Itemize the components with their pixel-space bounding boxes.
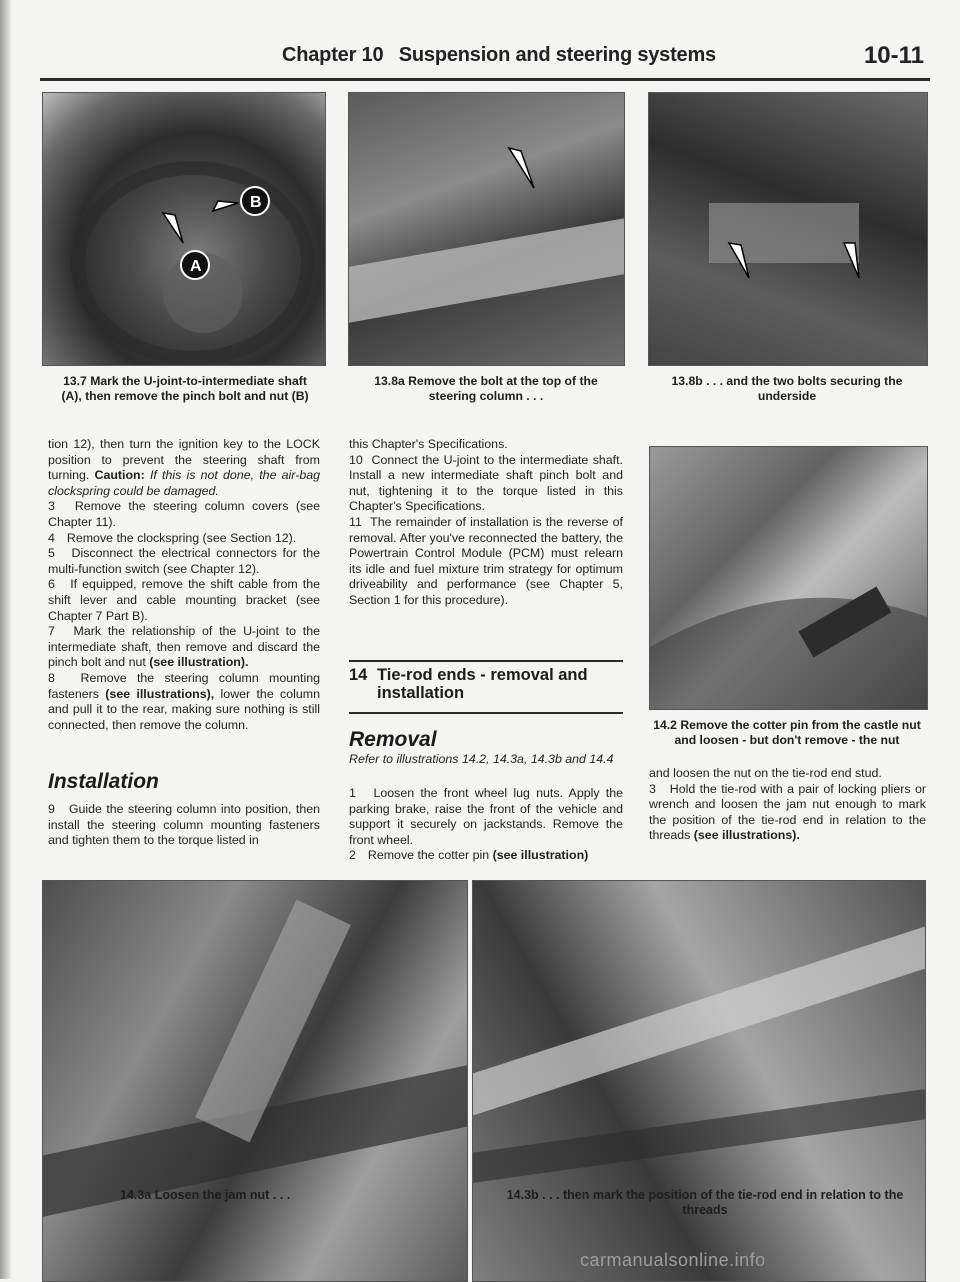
caption-14-3a: 14.3a Loosen the jam nut . . . <box>120 1188 291 1202</box>
column-2-lower <box>349 786 623 864</box>
step-10: 10 Connect the U-joint to the intermediate shaft. Install a new intermediate shaft pinch bolt and nut, tightening it to the torque listed in this Chapter's Specifications. <box>349 452 623 514</box>
para-col1-continued: tion 12), then turn the ignition key to the LOCK position to prevent the steering shaft from turning. Caution: If this is not done, the air-bag clockspring could be damaged. <box>48 437 320 498</box>
page-number: 10-11 <box>863 42 924 69</box>
photo-14-3a-detail <box>43 881 467 1281</box>
caption-14-2: 14.2 Remove the cotter pin from the castle nut and loosen - but don't remove - the nut <box>653 718 921 747</box>
photo-13-7 <box>42 92 326 366</box>
running-header <box>282 44 716 67</box>
chapter-label: Chapter 10 <box>282 44 384 66</box>
photo-14-3a <box>42 880 468 1282</box>
step-3: 3 Remove the steering column covers (see Chapter 11). <box>48 499 320 529</box>
photo-13-7-callouts <box>43 93 325 365</box>
watermark: carmanualsonline.info <box>580 1250 766 1270</box>
column-3-text <box>649 766 926 844</box>
step-6: 6 If equipped, remove the shift cable from the shift lever and cable mounting bracket (see Chapter 7 Part B). <box>48 577 321 623</box>
arrow-icon <box>509 148 534 188</box>
arrow-a-icon <box>163 213 183 243</box>
section-rule-top <box>349 660 623 662</box>
column-1-text <box>48 437 320 733</box>
section-rule-bottom <box>349 712 623 714</box>
chapter-title: Suspension and steering systems <box>398 44 716 66</box>
para-col2-continued: this Chapter's Specifications. <box>349 437 508 451</box>
step-8: 8 Remove the steering column mounting fasteners (see illustrations), lower the column and pull it to the rear, making sure nothing is still connected, then remove the column. <box>48 670 320 732</box>
caption-13-8a: 13.8a Remove the bolt at the top of the steering column . . . <box>374 374 598 403</box>
caption-13-8b: 13.8b . . . and the two bolts securing the underside <box>671 374 903 403</box>
illustration-reference: Refer to illustrations 14.2, 14.3a, 14.3b and 14.4 <box>349 752 614 766</box>
photo-13-8b-detail <box>649 93 927 365</box>
step-9: 9 Guide the steering column into position, then install the steering column mounting fasteners and tighten them to the torque listed in <box>48 802 320 848</box>
subheading-removal: Removal <box>349 728 437 751</box>
column-2-text <box>349 437 623 609</box>
header-rule <box>40 78 930 81</box>
callout-a-label: A <box>190 258 202 275</box>
step-4: 4 Remove the clockspring (see Section 12). <box>48 530 297 545</box>
step-7: 7 Mark the relationship of the U-joint to the intermediate shaft, then remove and discard the pinch bolt and nut (see illustration). <box>48 624 320 670</box>
photo-14-3b <box>472 880 926 1282</box>
step-3-tie-rod: 3 Hold the tie-rod with a pair of locking pliers or wrench and loosen the jam nut enough to mark the position of the tie-rod end in relation to the threads (see illustrations). <box>649 781 927 843</box>
photo-14-2 <box>649 446 928 710</box>
section-14-title: 14 Tie-rod ends - removal and installation <box>349 666 588 702</box>
step-1: 1 Loosen the front wheel lug nuts. Apply the parking brake, raise the front of the vehicle and support it securely on jackstands. Remove the front wheel. <box>349 786 623 847</box>
caption-14-3b: 14.3b . . . then mark the position of the tie-rod end in relation to the threads <box>506 1188 904 1217</box>
step-5: 5 Disconnect the electrical connectors for the multi-function switch (see Chapter 12). <box>48 546 320 576</box>
page-spine-shadow <box>0 0 12 1279</box>
step-2: 2 Remove the cotter pin (see illustration) <box>349 848 589 863</box>
step-11: 11 The remainder of installation is the reverse of removal. After you've reconnected the battery, the Powertrain Control Module (PCM) must relearn its idle and fuel mixture trim strategy for optimum driveability and performance (see Chapter 5, Section 1 for this procedure). <box>349 514 624 607</box>
arrow-b-icon <box>213 201 238 211</box>
photo-13-8a-detail <box>349 93 624 365</box>
callout-b-label: B <box>250 194 262 211</box>
caption-13-7: 13.7 Mark the U-joint-to-intermediate shaft (A), then remove the pinch bolt and nut (B) <box>61 374 309 403</box>
photo-13-8a <box>348 92 625 366</box>
column-1-lower <box>48 802 320 849</box>
photo-14-2-detail <box>650 447 927 709</box>
subheading-installation: Installation <box>48 770 159 793</box>
photo-13-8b <box>648 92 928 366</box>
photo-14-3b-detail <box>473 881 925 1281</box>
para-col3-continued: and loosen the nut on the tie-rod end stud. <box>649 766 882 780</box>
